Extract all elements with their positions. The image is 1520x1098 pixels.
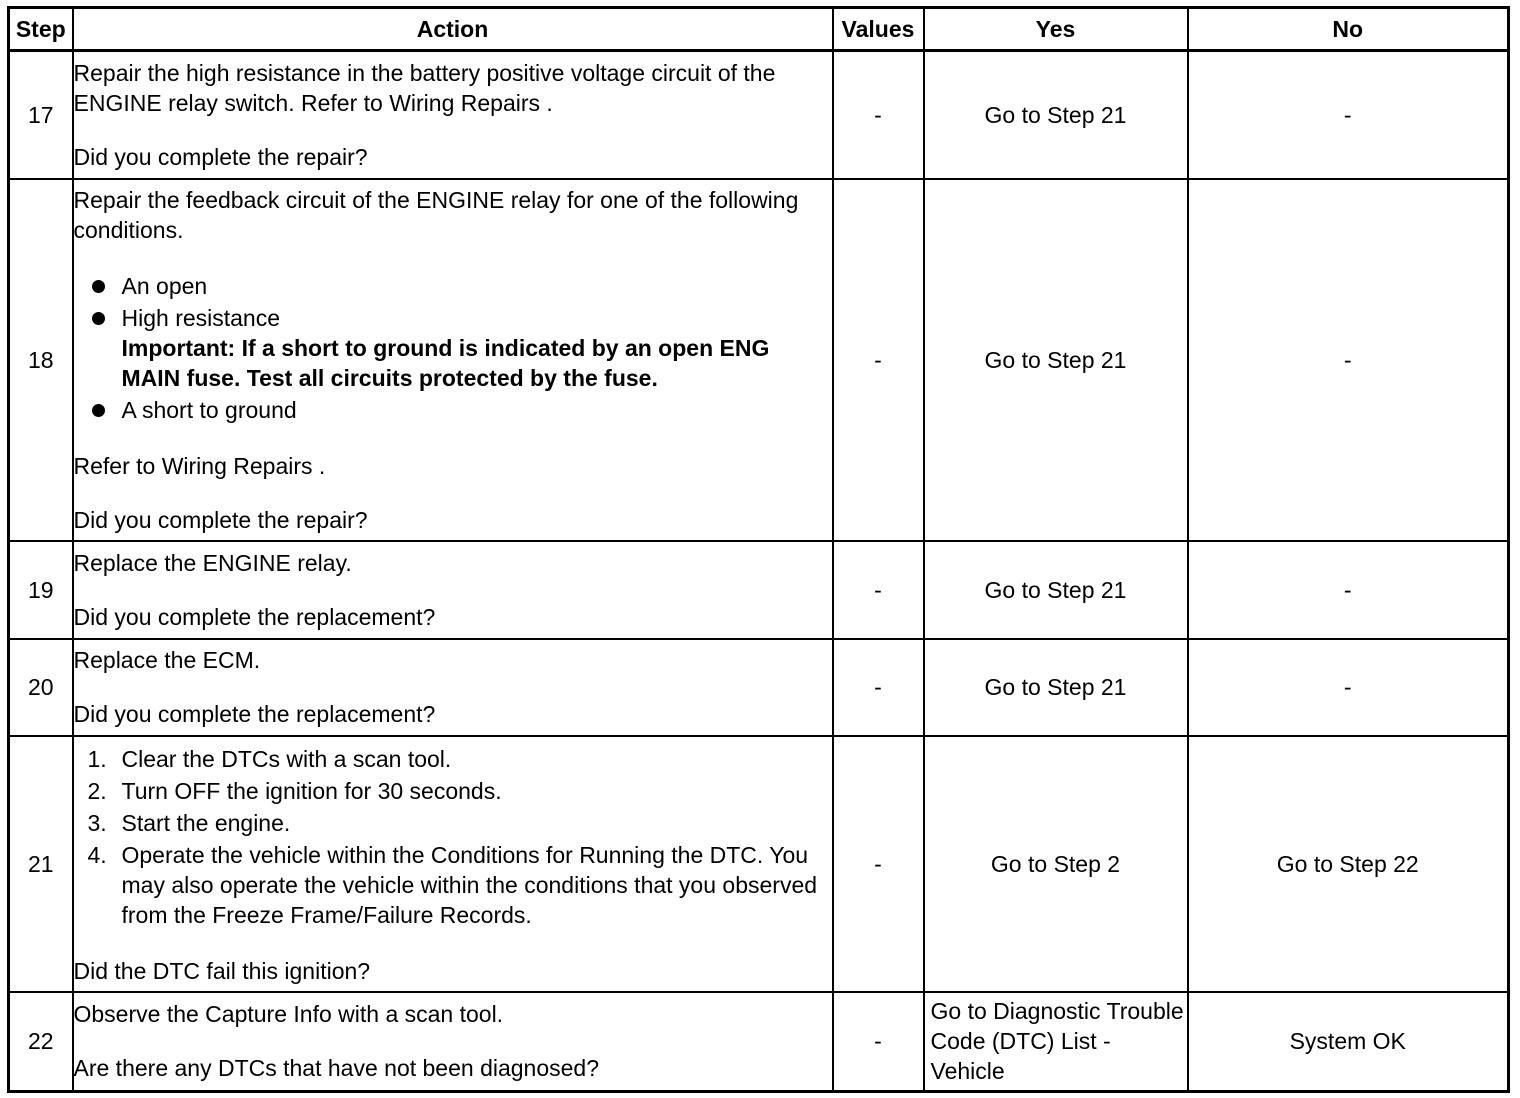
header-row xyxy=(9,8,1509,51)
step-number: 21 xyxy=(9,736,73,992)
step-number: 18 xyxy=(9,179,73,541)
step-index: 4. xyxy=(87,841,107,868)
no-cell: - xyxy=(1188,51,1509,179)
table-row xyxy=(9,179,1509,541)
step-number: 17 xyxy=(9,51,73,179)
bullet-text: A short to ground xyxy=(121,396,297,423)
bullet-icon xyxy=(92,312,105,325)
bullet-text: High resistance xyxy=(121,304,281,331)
no-cell: - xyxy=(1188,179,1509,541)
action-text: Replace the ECM. xyxy=(73,647,261,673)
list-item xyxy=(74,840,832,930)
procedure-text: Turn OFF the ignition for 30 seconds. xyxy=(121,777,502,804)
values-cell: - xyxy=(833,51,924,179)
list-item xyxy=(74,808,832,838)
bullet-icon xyxy=(92,404,105,417)
header-action: Action xyxy=(73,8,833,51)
list-item xyxy=(74,303,832,393)
step-number: 20 xyxy=(9,639,73,736)
values-cell: - xyxy=(833,179,924,541)
action-cell xyxy=(73,736,833,992)
yes-cell: Go to Step 21 xyxy=(924,541,1188,639)
table-row xyxy=(9,992,1509,1092)
table-row xyxy=(9,541,1509,639)
header-step: Step xyxy=(9,8,73,51)
action-cell xyxy=(73,51,833,179)
step-number: 19 xyxy=(9,541,73,639)
no-cell: - xyxy=(1188,541,1509,639)
condition-list xyxy=(74,271,832,425)
refer-link-text: Refer to Wiring Repairs . xyxy=(73,452,326,479)
table-row xyxy=(9,51,1509,179)
step-index: 2. xyxy=(87,777,107,804)
bullet-text: An open xyxy=(121,272,208,299)
action-cell xyxy=(73,179,833,541)
procedure-text: Start the engine. xyxy=(121,809,291,836)
action-text: Repair the high resistance in the battery positive voltage circuit of the ENGINE relay switch. Refer to Wiring Repairs . xyxy=(73,59,776,116)
action-question: Did you complete the replacement? xyxy=(73,603,436,630)
procedure-list xyxy=(74,744,832,930)
values-cell: - xyxy=(833,639,924,736)
list-item xyxy=(74,776,832,806)
important-note: Important: If a short to ground is indicated by an open ENG MAIN fuse. Test all circuits protected by the fuse. xyxy=(121,334,770,391)
action-cell xyxy=(73,992,833,1092)
values-cell: - xyxy=(833,992,924,1092)
list-item xyxy=(74,744,832,774)
action-question: Did you complete the repair? xyxy=(73,143,368,170)
action-question: Did you complete the repair? xyxy=(73,506,368,533)
step-number: 22 xyxy=(9,992,73,1092)
no-cell: System OK xyxy=(1188,992,1509,1092)
header-values: Values xyxy=(833,8,924,51)
table-header xyxy=(9,8,1509,51)
values-cell: - xyxy=(833,736,924,992)
step-index: 1. xyxy=(87,745,107,772)
action-text: Replace the ENGINE relay. xyxy=(73,549,352,576)
table-row xyxy=(9,639,1509,736)
procedure-text: Clear the DTCs with a scan tool. xyxy=(121,745,452,772)
no-cell: - xyxy=(1188,639,1509,736)
values-cell: - xyxy=(833,541,924,639)
bullet-icon xyxy=(92,280,105,293)
yes-cell: Go to Step 21 xyxy=(924,179,1188,541)
yes-cell: Go to Diagnostic Trouble Code (DTC) List - Vehicle xyxy=(924,992,1188,1092)
header-yes: Yes xyxy=(924,8,1188,51)
action-question: Did the DTC fail this ignition? xyxy=(73,957,371,984)
header-no: No xyxy=(1188,8,1509,51)
step-index: 3. xyxy=(87,809,107,836)
action-question: Did you complete the replacement? xyxy=(73,701,436,727)
table-row xyxy=(9,736,1509,992)
action-text: Repair the feedback circuit of the ENGINE relay for one of the following conditions. xyxy=(73,186,799,243)
action-question: Are there any DTCs that have not been diagnosed? xyxy=(73,1055,600,1082)
list-item xyxy=(74,395,832,425)
list-item xyxy=(74,271,832,301)
procedure-text: Operate the vehicle within the Conditions for Running the DTC. You may also operate the vehicle within the conditions that you observed from the Freeze Frame/Failure Records. xyxy=(121,841,818,928)
yes-cell: Go to Step 21 xyxy=(924,639,1188,736)
action-cell xyxy=(73,541,833,639)
yes-cell: Go to Step 2 xyxy=(924,736,1188,992)
diagnostic-table xyxy=(7,6,1510,1093)
action-text: Observe the Capture Info with a scan tool. xyxy=(73,1001,504,1028)
no-cell: Go to Step 22 xyxy=(1188,736,1509,992)
yes-cell: Go to Step 21 xyxy=(924,51,1188,179)
action-cell xyxy=(73,639,833,736)
